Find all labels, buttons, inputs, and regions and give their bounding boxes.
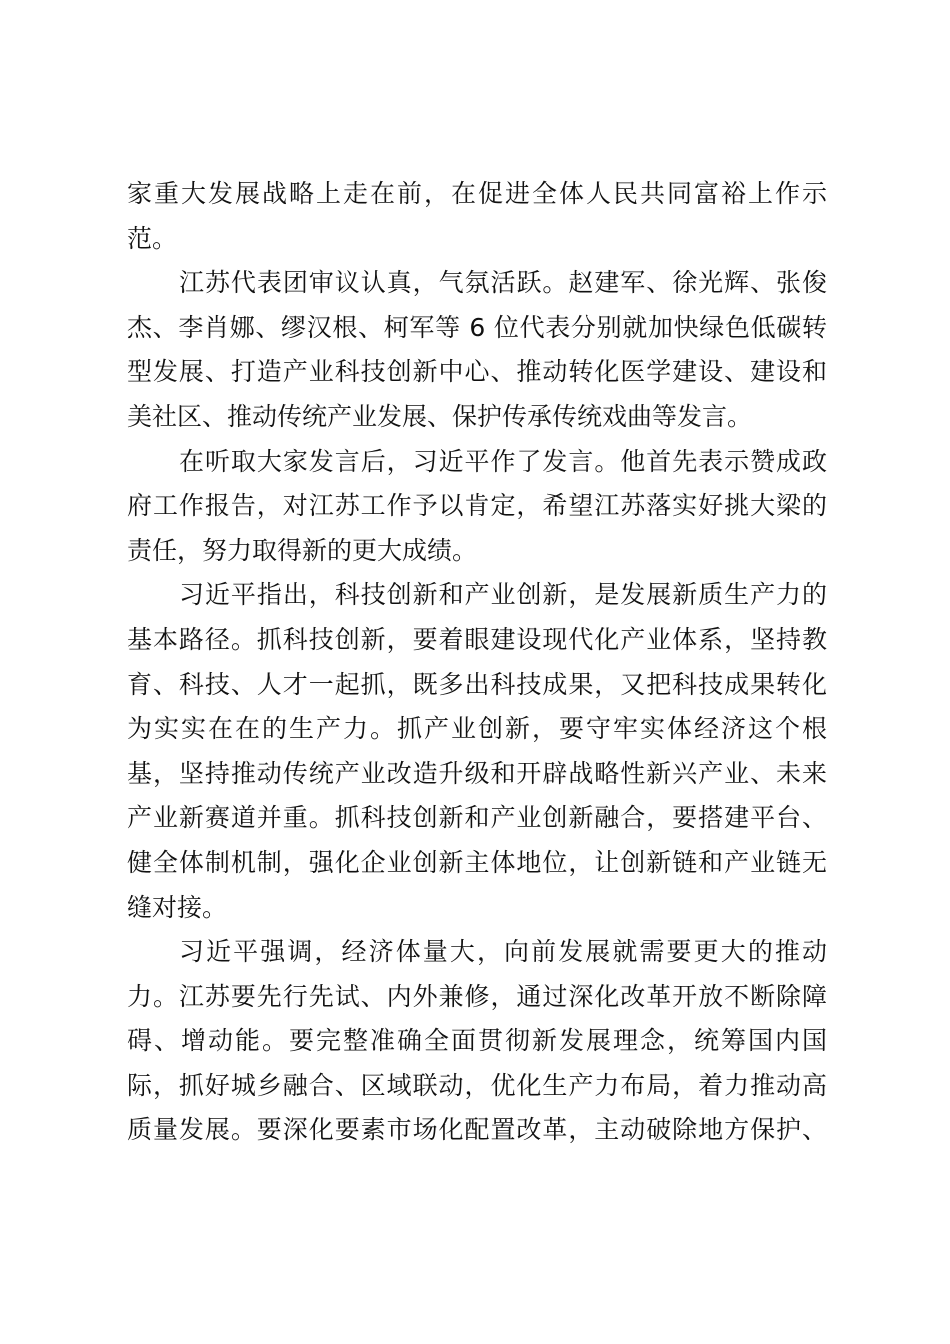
body-text: [127, 172, 827, 1153]
text-line: 习近平强调，经济体量大，向前发展就需要更大的推动: [179, 937, 827, 967]
text-line: 范。: [127, 223, 178, 253]
text-line: 习近平指出，科技创新和产业创新，是发展新质生产力的: [179, 580, 827, 610]
text-line: 际，抓好城乡融合、区域联动，优化生产力布局，着力推动高: [127, 1070, 827, 1100]
text-line: 江苏代表团审议认真，气氛活跃。赵建军、徐光辉、张俊: [179, 268, 827, 298]
text-line: 质量发展。要深化要素市场化配置改革，主动破除地方保护、: [127, 1115, 827, 1145]
text-line: 碍、增动能。要完整准确全面贯彻新发展理念，统筹国内国: [127, 1026, 827, 1056]
text-line: 府工作报告，对江苏工作予以肯定，希望江苏落实好挑大梁的: [127, 491, 827, 521]
text-line: 杰、李肖娜、缪汉根、柯军等 6 位代表分别就加快绿色低碳转: [127, 312, 827, 342]
text-line: 力。江苏要先行先试、内外兼修，通过深化改革开放不断除障: [127, 981, 827, 1011]
text-line: 在听取大家发言后，习近平作了发言。他首先表示赞成政: [179, 446, 827, 476]
text-line: 家重大发展战略上走在前，在促进全体人民共同富裕上作示: [127, 179, 827, 208]
text-line: 健全体制机制，强化企业创新主体地位，让创新链和产业链无: [127, 847, 827, 877]
text-line: 为实实在在的生产力。抓产业创新，要守牢实体经济这个根: [127, 714, 827, 744]
text-line: 基本路径。抓科技创新，要着眼建设现代化产业体系，坚持教: [127, 624, 827, 654]
text-line: 育、科技、人才一起抓，既多出科技成果，又把科技成果转化: [127, 669, 827, 699]
text-line: 基，坚持推动传统产业改造升级和开辟战略性新兴产业、未来: [127, 758, 827, 788]
text-line: 产业新赛道并重。抓科技创新和产业创新融合，要搭建平台、: [127, 803, 827, 833]
text-line: 缝对接。: [127, 892, 228, 922]
text-line: 责任，努力取得新的更大成绩。: [127, 535, 478, 565]
text-line: 美社区、推动传统产业发展、保护传承传统戏曲等发言。: [127, 401, 753, 431]
text-line: 型发展、打造产业科技创新中心、推动转化医学建设、建设和: [127, 357, 827, 387]
